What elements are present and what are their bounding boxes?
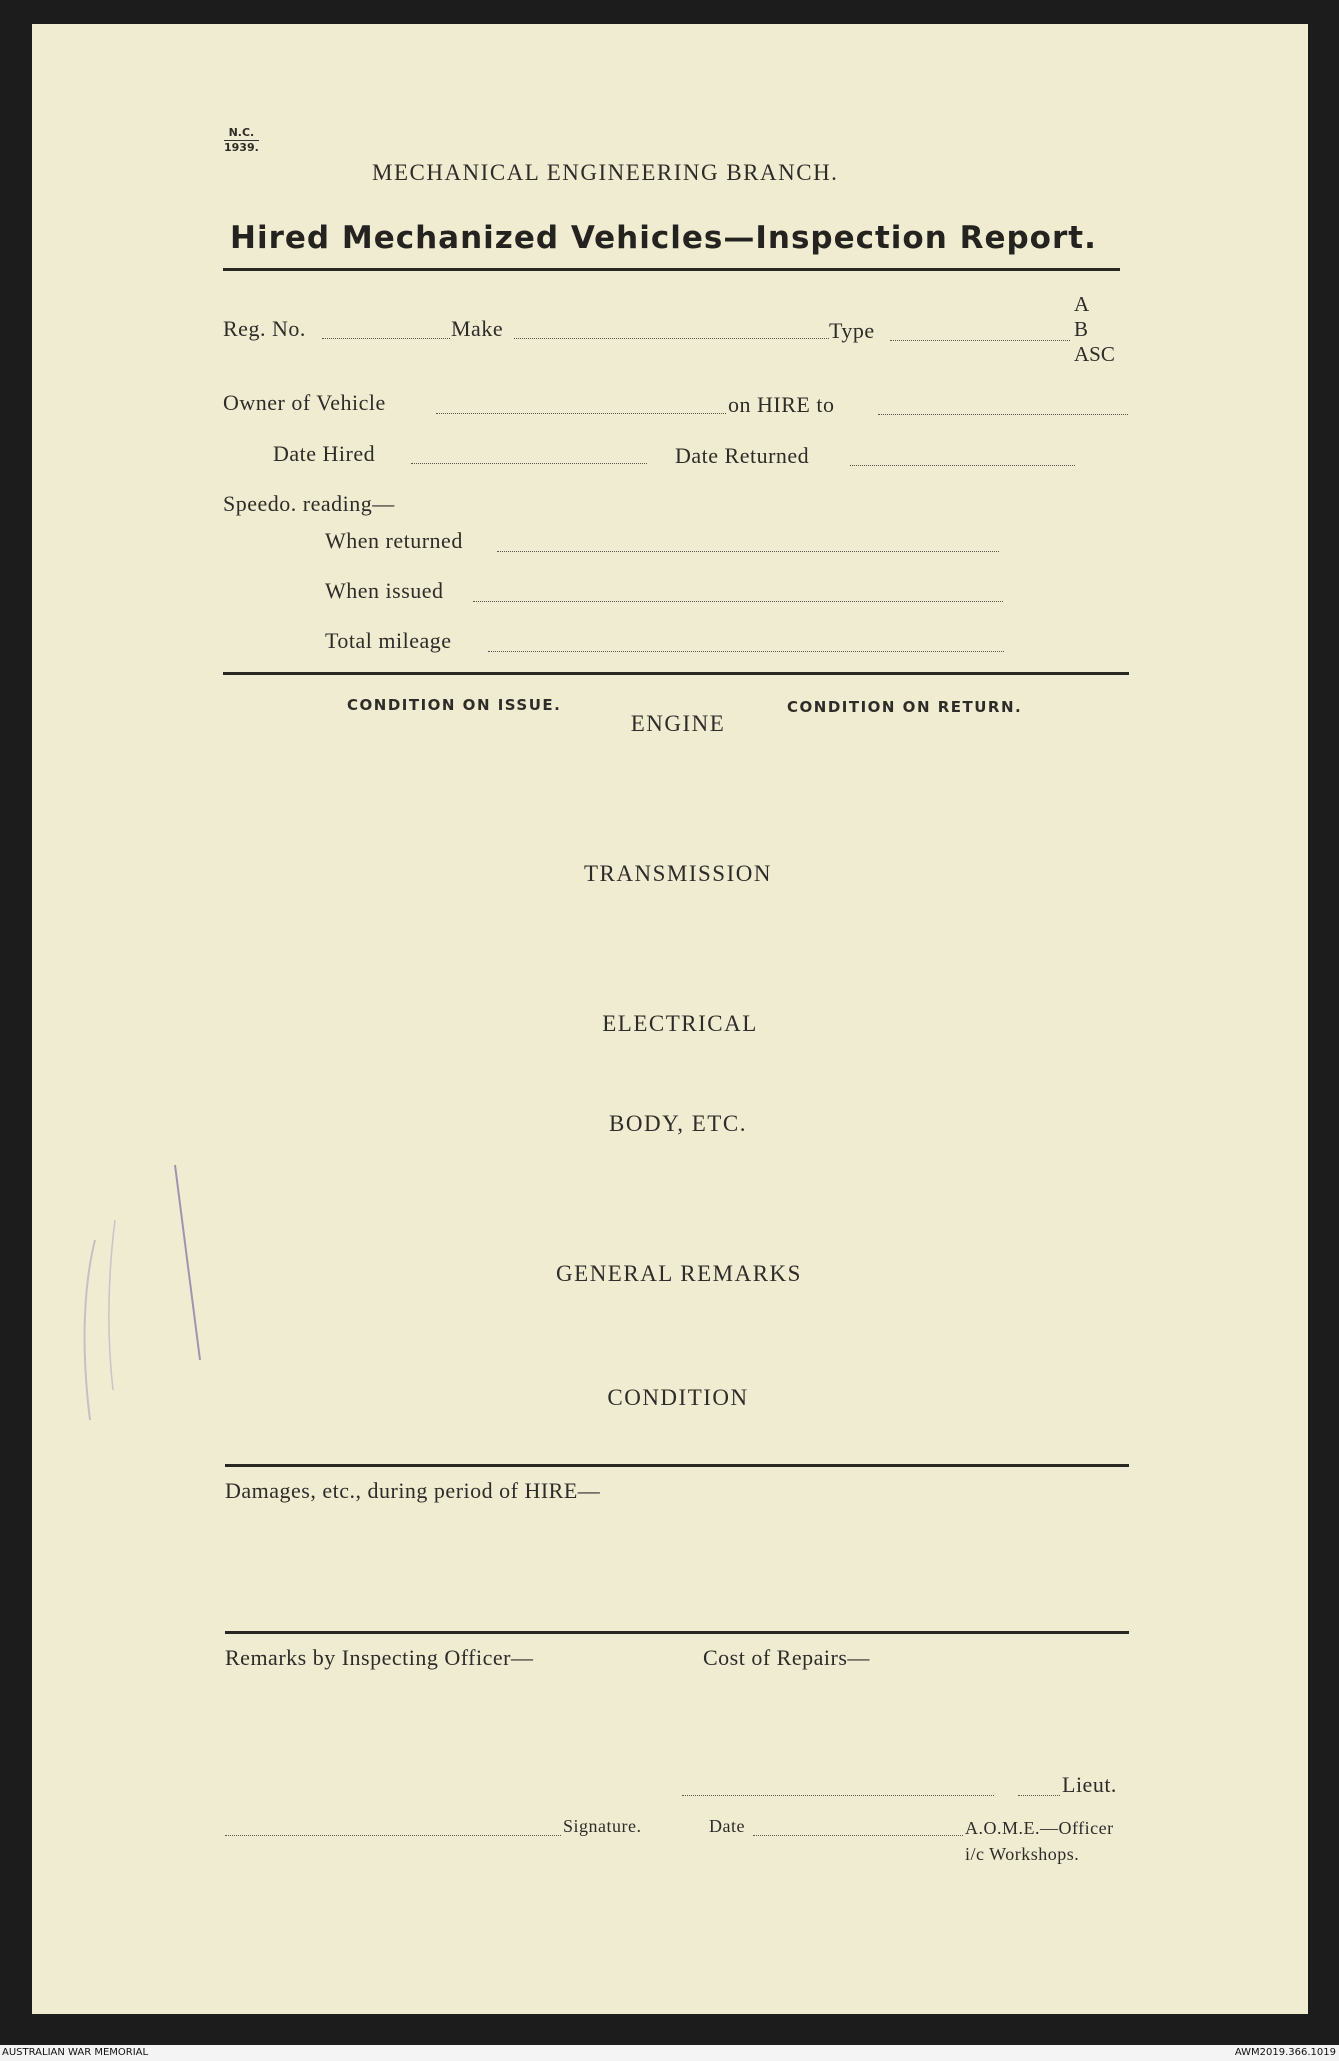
form-code-top: N.C. xyxy=(224,126,259,141)
section-general-remarks: GENERAL REMARKS xyxy=(556,1261,802,1286)
archive-footer xyxy=(0,2045,1339,2061)
section-condition: CONDITION xyxy=(607,1385,749,1410)
type-option-a: A xyxy=(1074,292,1090,316)
when-issued-field[interactable] xyxy=(473,601,1003,602)
type-option-b: B xyxy=(1074,317,1089,341)
lieut-field[interactable] xyxy=(1018,1795,1060,1796)
total-mileage-field[interactable] xyxy=(488,651,1004,652)
section-engine: ENGINE xyxy=(630,711,726,736)
reg-no-label: Reg. No. xyxy=(223,316,306,341)
condition-on-return-header: CONDITION ON RETURN. xyxy=(787,698,1023,716)
condition-on-issue-header: CONDITION ON ISSUE. xyxy=(347,696,562,714)
when-issued-label: When issued xyxy=(325,578,444,603)
type-label: Type xyxy=(829,318,875,343)
form-code-bottom: 1939. xyxy=(224,141,259,154)
type-field[interactable] xyxy=(890,340,1070,341)
pencil-annotation xyxy=(55,1160,215,1440)
make-field[interactable] xyxy=(514,338,829,339)
date-returned-label: Date Returned xyxy=(675,443,810,468)
form-code xyxy=(224,126,259,155)
reg-no-field[interactable] xyxy=(322,338,450,339)
signature-label: Signature. xyxy=(563,1816,642,1836)
section-transmission: TRANSMISSION xyxy=(584,861,772,886)
on-hire-field[interactable] xyxy=(878,414,1128,415)
branch-heading: MECHANICAL ENGINEERING BRANCH. xyxy=(372,160,839,185)
date-hired-field[interactable] xyxy=(411,463,647,464)
total-mileage-label: Total mileage xyxy=(325,628,452,653)
section-electrical: ELECTRICAL xyxy=(602,1011,758,1036)
owner-label: Owner of Vehicle xyxy=(223,390,386,415)
when-returned-field[interactable] xyxy=(497,551,999,552)
date-label: Date xyxy=(709,1816,745,1836)
damages-label: Damages, etc., during period of HIRE— xyxy=(225,1478,601,1503)
type-option-asc: ASC xyxy=(1074,342,1115,366)
date-returned-field[interactable] xyxy=(850,465,1075,466)
signature-field[interactable] xyxy=(225,1835,561,1836)
workshops-label: i/c Workshops. xyxy=(965,1844,1080,1864)
divider-1 xyxy=(223,672,1129,675)
report-title: Hired Mechanized Vehicles—Inspection Report. xyxy=(230,220,1097,256)
footer-right: AWM2019.366.1019 xyxy=(1234,2047,1336,2058)
speedo-label: Speedo. reading— xyxy=(223,491,395,516)
when-returned-label: When returned xyxy=(325,528,463,553)
on-hire-label: on HIRE to xyxy=(728,392,835,417)
divider-3 xyxy=(225,1631,1129,1634)
lieut-label: Lieut. xyxy=(1062,1772,1117,1797)
remarks-label: Remarks by Inspecting Officer— xyxy=(225,1645,534,1670)
divider-2 xyxy=(225,1464,1129,1467)
title-underline xyxy=(223,268,1120,271)
officer-name-field[interactable] xyxy=(682,1795,994,1796)
section-body: BODY, ETC. xyxy=(609,1111,747,1136)
type-options xyxy=(1074,292,1115,367)
owner-field[interactable] xyxy=(436,413,726,414)
date-field[interactable] xyxy=(753,1835,963,1836)
footer-left: AUSTRALIAN WAR MEMORIAL xyxy=(2,2047,149,2058)
cost-label: Cost of Repairs— xyxy=(703,1645,870,1670)
aome-label: A.O.M.E.—Officer xyxy=(965,1818,1114,1838)
make-label: Make xyxy=(451,316,504,341)
date-hired-label: Date Hired xyxy=(273,441,376,466)
